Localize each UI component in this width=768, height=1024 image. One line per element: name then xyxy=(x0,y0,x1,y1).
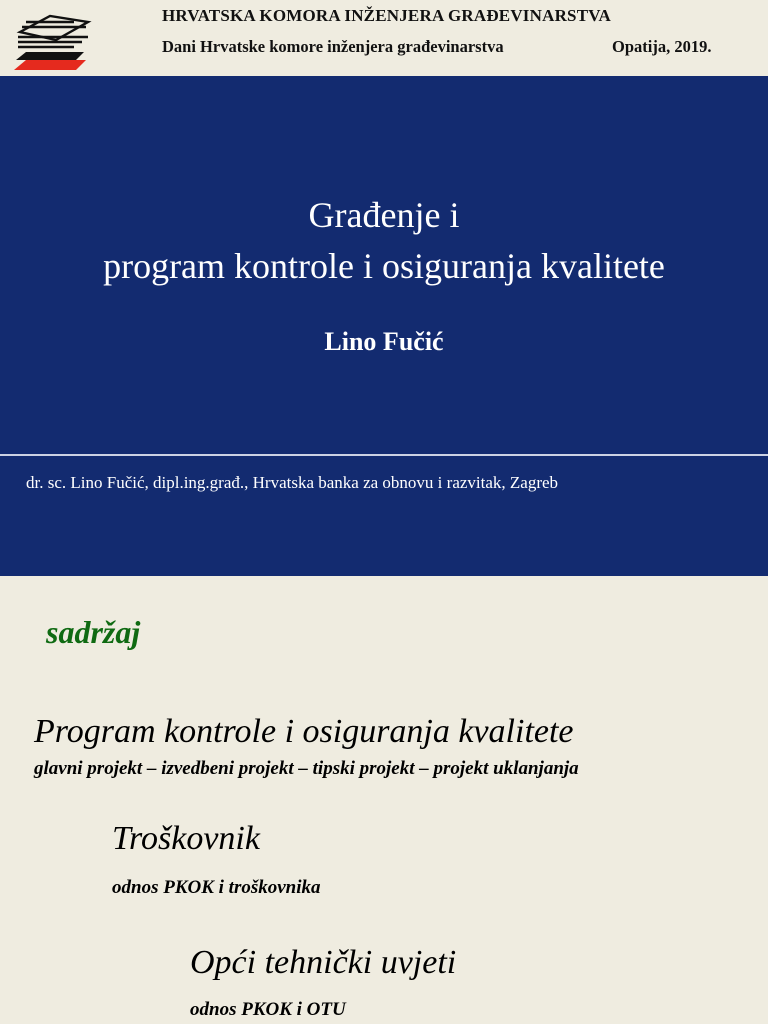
contents-item-title: Troškovnik xyxy=(112,820,260,857)
author-affiliation: dr. sc. Lino Fučić, dipl.ing.građ., Hrvatska banka za obnovu i razvitak, Zagreb xyxy=(26,473,559,492)
contents-item-subtitle: odnos PKOK i OTU xyxy=(190,999,346,1020)
contents-heading: sadržaj xyxy=(46,614,141,650)
contents-item-title: Program kontrole i osiguranja kvalitete xyxy=(34,713,574,750)
divider xyxy=(0,454,768,456)
contents-item-subtitle: glavni projekt – izvedbeni projekt – tipski projekt – projekt uklanjanja xyxy=(34,758,579,779)
presentation-title xyxy=(0,190,768,292)
conference-location-date: Opatija, 2019. xyxy=(612,37,712,56)
title-slide xyxy=(0,76,768,576)
title-line-2: program kontrole i osiguranja kvalitete xyxy=(103,246,665,286)
hkig-logo-icon xyxy=(12,10,92,72)
contents-item-subtitle: odnos PKOK i troškovnika xyxy=(112,877,321,898)
contents-item-title: Opći tehnički uvjeti xyxy=(190,944,457,981)
document-header xyxy=(0,0,768,76)
organization-name: HRVATSKA KOMORA INŽENJERA GRAĐEVINARSTVA xyxy=(162,6,612,25)
conference-name: Dani Hrvatske komore inženjera građevinarstva xyxy=(162,37,504,56)
author-name: Lino Fučić xyxy=(324,327,444,356)
title-line-1: Građenje i xyxy=(308,195,460,235)
